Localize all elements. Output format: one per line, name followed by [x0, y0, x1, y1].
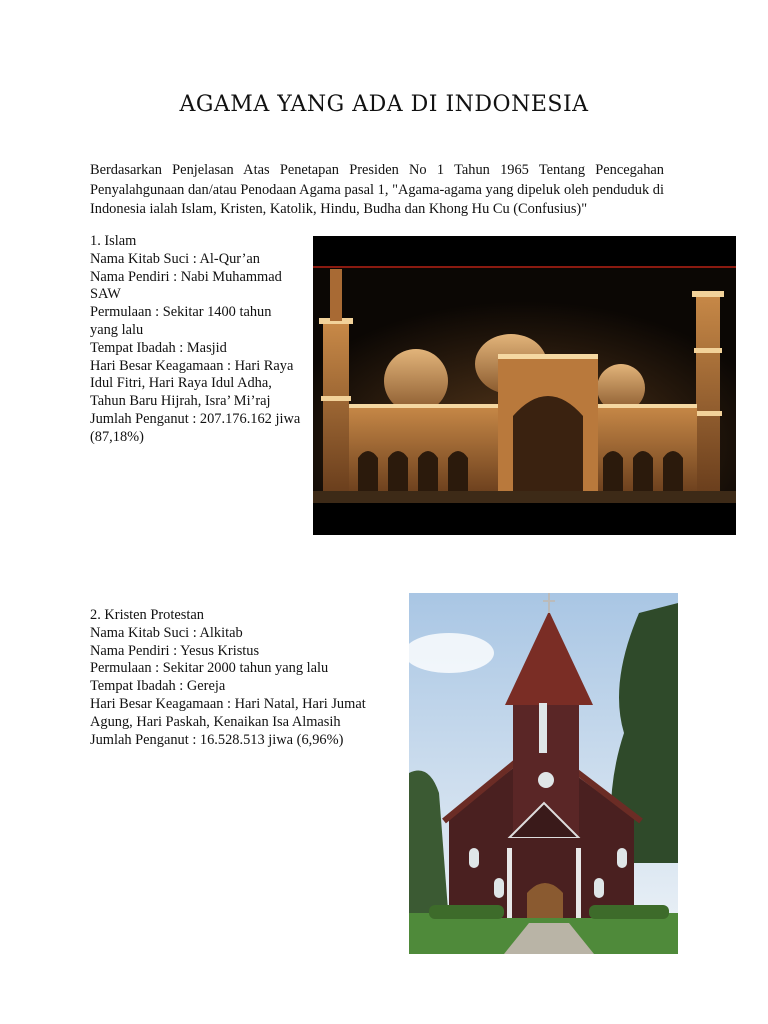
kristen-tempat: Tempat Ibadah : Gereja [90, 678, 226, 695]
islam-penganut: Jumlah Penganut : 207.176.162 jiwa (87,18%) [90, 410, 301, 445]
kristen-hari-besar: Hari Besar Keagamaan : Hari Natal, Hari Jumat Agung, Hari Paskah, Kenaikan Isa Almasih [90, 695, 366, 730]
church-photo [409, 593, 678, 954]
kristen-kitab: Nama Kitab Suci : Alkitab [90, 624, 243, 641]
kristen-section [90, 607, 390, 749]
islam-permulaan: Permulaan : Sekitar 1400 tahun yang lalu [90, 304, 272, 338]
intro-paragraph: Berdasarkan Penjelasan Atas Penetapan Presiden No 1 Tahun 1965 Tentang Pencegahan Penyalahgunaan dan/atau Penodaan Agama pasal 1, "Agama-agama yang dipeluk oleh penduduk di Indonesia ialah Islam, Kristen, Katolik, Hindu, Budha dan Khong Hu Cu (Confusius)" [90, 162, 664, 217]
page-title: AGAMA YANG ADA DI INDONESIA [179, 92, 589, 117]
mosque-photo [313, 236, 736, 535]
islam-kitab: Nama Kitab Suci : Al-Qur’an [90, 250, 260, 267]
kristen-permulaan: Permulaan : Sekitar 2000 tahun yang lalu [90, 660, 329, 677]
islam-pendiri: Nama Pendiri : Nabi Muhammad SAW [90, 268, 282, 303]
kristen-pendiri: Nama Pendiri : Yesus Kristus [90, 642, 260, 659]
islam-hari-besar: Hari Besar Keagamaan : Hari Raya Idul Fitri, Hari Raya Idul Adha, Tahun Baru Hijrah, Isra’ Mi’raj [90, 357, 294, 410]
kristen-penganut: Jumlah Penganut : 16.528.513 jiwa (6,96%) [90, 731, 344, 748]
islam-heading: 1. Islam [90, 233, 137, 249]
kristen-heading: 2. Kristen Protestan [90, 607, 204, 623]
islam-section [90, 233, 302, 447]
islam-tempat: Tempat Ibadah : Masjid [90, 339, 227, 356]
